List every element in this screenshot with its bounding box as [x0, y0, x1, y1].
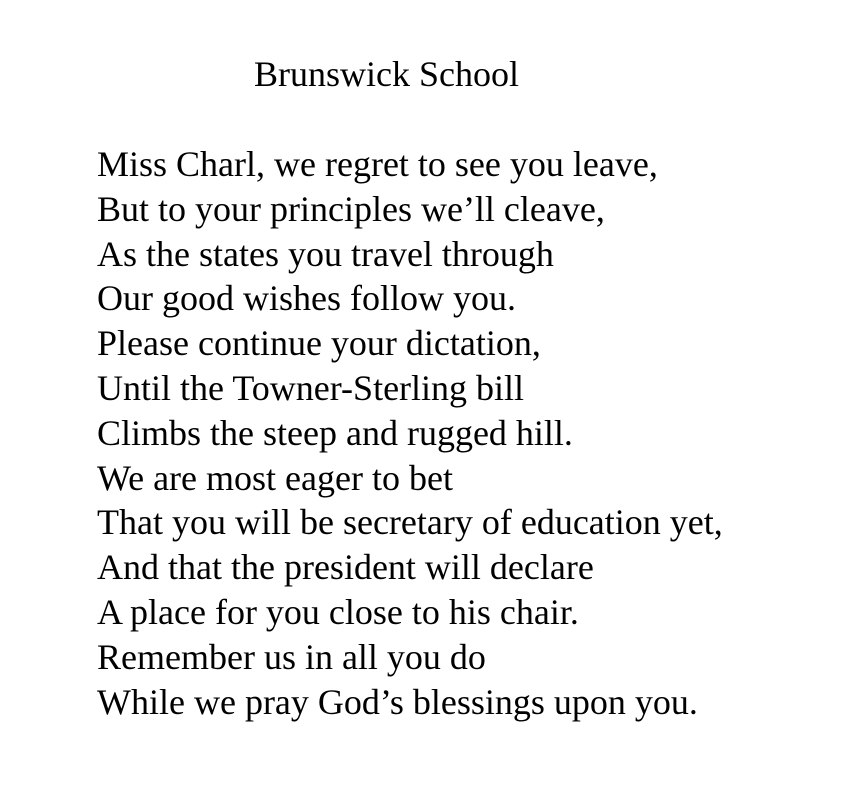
poem-line: Climbs the steep and rugged hill.: [97, 412, 573, 453]
poem-line: A place for you close to his chair.: [97, 591, 579, 632]
poem-line: That you will be secretary of education yet,: [97, 502, 723, 543]
poem-line: Remember us in all you do: [97, 636, 486, 677]
poem-line: As the states you travel through: [97, 233, 554, 274]
poem-line: Please continue your dictation,: [97, 323, 541, 364]
poem-line: Until the Towner-Sterling bill: [97, 367, 525, 408]
poem-line: And that the president will declare: [97, 547, 594, 588]
poem-line: But to your principles we’ll cleave,: [97, 188, 605, 229]
poem-body: [97, 142, 723, 724]
document-title: Brunswick School: [254, 54, 519, 94]
poem-line: We are most eager to bet: [97, 457, 453, 498]
poem-line: Our good wishes follow you.: [97, 278, 516, 319]
poem-line: Miss Charl, we regret to see you leave,: [97, 144, 658, 184]
poem-line: While we pray God’s blessings upon you.: [97, 681, 698, 722]
